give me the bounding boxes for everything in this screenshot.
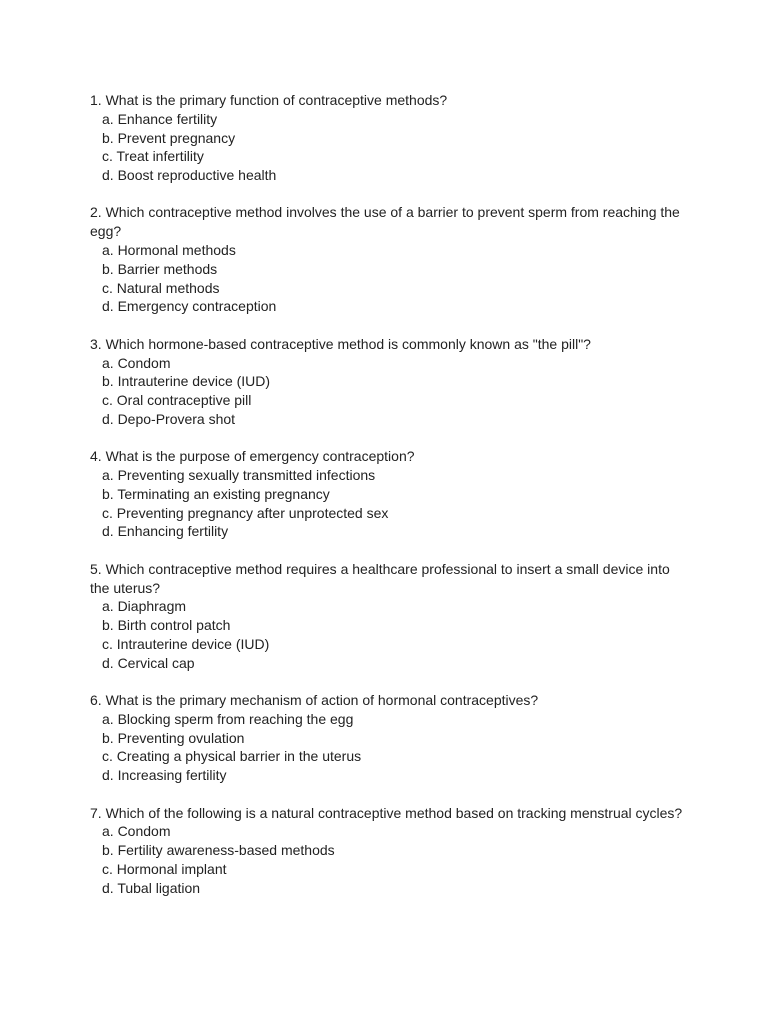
question-4 xyxy=(90,447,690,541)
answer-options xyxy=(90,466,690,541)
answer-options xyxy=(90,354,690,429)
answer-option: d. Increasing fertility xyxy=(102,767,227,784)
answer-option: d. Depo-Provera shot xyxy=(102,410,236,427)
answer-options xyxy=(90,597,690,672)
answer-option: d. Enhancing fertility xyxy=(102,523,229,540)
answer-option: c. Treat infertility xyxy=(102,148,204,165)
answer-options xyxy=(90,710,690,785)
answer-option: a. Blocking sperm from reaching the egg xyxy=(102,710,354,727)
answer-option: d. Boost reproductive health xyxy=(102,167,277,184)
question-1 xyxy=(90,91,690,185)
answer-option: b. Prevent pregnancy xyxy=(102,129,236,146)
question-2 xyxy=(90,203,690,316)
question-text: 4. What is the purpose of emergency contraception? xyxy=(90,448,415,465)
question-text: 6. What is the primary mechanism of action of hormonal contraceptives? xyxy=(90,692,539,709)
answer-option: c. Intrauterine device (IUD) xyxy=(102,635,270,652)
answer-options xyxy=(90,822,690,897)
question-text: 7. Which of the following is a natural contraceptive method based on tracking menstrual cycles? xyxy=(90,804,683,821)
answer-option: b. Terminating an existing pregnancy xyxy=(102,485,330,502)
answer-option: a. Hormonal methods xyxy=(102,242,236,259)
answer-option: b. Birth control patch xyxy=(102,617,231,634)
answer-option: b. Preventing ovulation xyxy=(102,729,245,746)
answer-option: c. Hormonal implant xyxy=(102,860,227,877)
question-3 xyxy=(90,335,690,429)
answer-option: c. Preventing pregnancy after unprotected sex xyxy=(102,504,389,521)
question-7 xyxy=(90,804,690,898)
answer-option: d. Emergency contraception xyxy=(102,298,277,315)
answer-option: c. Oral contraceptive pill xyxy=(102,392,252,409)
answer-option: d. Cervical cap xyxy=(102,654,195,671)
question-text: 3. Which hormone-based contraceptive method is commonly known as "the pill"? xyxy=(90,335,591,352)
answer-option: a. Preventing sexually transmitted infections xyxy=(102,467,376,484)
answer-option: a. Condom xyxy=(102,823,171,840)
answer-option: a. Condom xyxy=(102,354,171,371)
question-text: 2. Which contraceptive method involves the use of a barrier to prevent sperm from reaching the egg? xyxy=(90,204,680,240)
answer-option: c. Creating a physical barrier in the uterus xyxy=(102,748,362,765)
answer-option: b. Intrauterine device (IUD) xyxy=(102,373,271,390)
quiz-questions xyxy=(90,91,690,916)
answer-option: b. Barrier methods xyxy=(102,260,218,277)
answer-options xyxy=(90,110,690,185)
question-6 xyxy=(90,691,690,785)
question-text: 5. Which contraceptive method requires a healthcare professional to insert a small device into the uterus? xyxy=(90,560,670,596)
answer-option: d. Tubal ligation xyxy=(102,879,201,896)
answer-option: a. Diaphragm xyxy=(102,598,187,615)
answer-options xyxy=(90,241,690,316)
question-5 xyxy=(90,560,690,673)
answer-option: c. Natural methods xyxy=(102,279,220,296)
question-text: 1. What is the primary function of contraceptive methods? xyxy=(90,92,448,108)
answer-option: b. Fertility awareness-based methods xyxy=(102,842,335,859)
answer-option: a. Enhance fertility xyxy=(102,110,218,127)
